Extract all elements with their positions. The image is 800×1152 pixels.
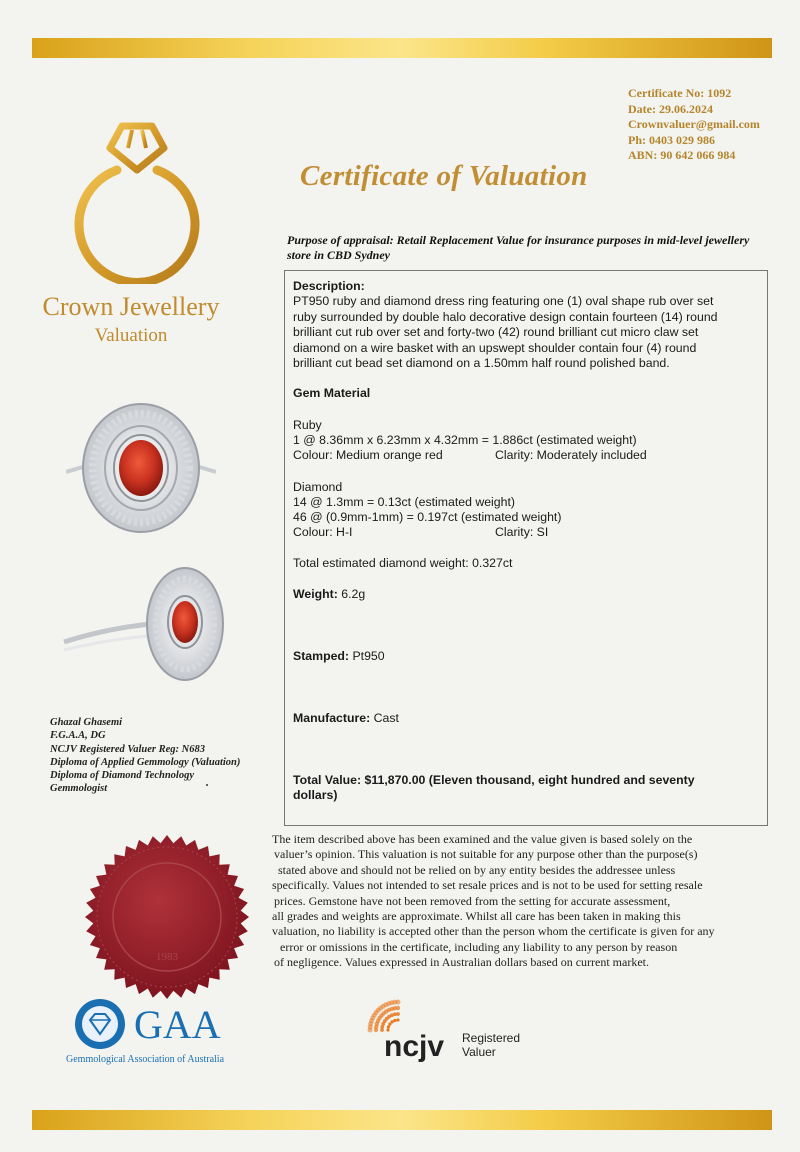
- disclaimer-line: specifically. Values not intended to set resale prices and is not to be used for setting resale: [272, 878, 703, 893]
- description-line: PT950 ruby and diamond dress ring featuring one (1) oval shape rub over set: [293, 294, 714, 308]
- description-heading: Description:: [293, 279, 365, 293]
- manufacture-label: Manufacture:: [293, 711, 371, 725]
- manufacture-row: [293, 711, 399, 727]
- ring-top-view-image: [66, 400, 216, 550]
- certificate-phone: Ph: 0403 029 986: [628, 132, 715, 147]
- ruby-name: Ruby: [293, 418, 322, 432]
- weight-label: Weight:: [293, 587, 338, 601]
- diamond-name: Diamond: [293, 480, 343, 494]
- stamped-row: [293, 649, 385, 665]
- weight-row: [293, 587, 365, 603]
- total-value-line-1: Total Value: $11,870.00 (Eleven thousand, eight hundred and seventy: [293, 773, 695, 787]
- ncjv-emblem-dot: [396, 1006, 400, 1010]
- ring-side-view-image: [60, 564, 230, 694]
- disclaimer-line: error or omissions in the certificate, including any liability to any person by reason: [280, 939, 678, 954]
- description-line: ruby surrounded by double halo decorative design contain fourteen (14) round: [293, 309, 718, 324]
- red-seal-stamp: [82, 832, 252, 1002]
- valuer-details: [50, 716, 240, 796]
- ncjv-logo: [360, 998, 560, 1068]
- gem-material-heading: Gem Material: [293, 386, 371, 400]
- description-line: diamond on a wire basket with an upswept shoulder contain four (4) round: [293, 340, 697, 355]
- page-title: Certificate of Valuation: [300, 160, 588, 192]
- bottom-gold-bar: [32, 1110, 772, 1130]
- disclaimer-line: valuer’s opinion. This valuation is not suitable for any purpose other than the purpose(s): [274, 847, 698, 862]
- total-value-line-2: dollars): [293, 788, 338, 802]
- certificate-number: Certificate No: 1092: [628, 86, 732, 100]
- diamond-clarity: Clarity: SI: [495, 525, 549, 539]
- ncjv-emblem-dot: [396, 1018, 399, 1021]
- certificate-abn: ABN: 90 642 066 984: [628, 148, 736, 162]
- valuer-name: Ghazal Ghasemi: [50, 717, 123, 728]
- disclaimer-line: of negligence. Values expressed in Australian dollars based on current market.: [274, 955, 649, 970]
- brand-name: Crown Jewellery: [42, 292, 220, 321]
- disclaimer: [272, 832, 772, 971]
- ruby-colour: Colour: Medium orange red: [293, 448, 443, 462]
- top-gold-bar: [32, 38, 772, 58]
- disclaimer-line: The item described above has been examined and the value given is based solely on the: [272, 832, 693, 846]
- stamped-label: Stamped:: [293, 649, 350, 663]
- disclaimer-line: prices. Gemstone have not been removed from the setting for accurate assessment,: [274, 893, 671, 908]
- ncjv-emblem-dot: [387, 1025, 390, 1028]
- ruby-clarity: Clarity: Moderately included: [495, 448, 647, 462]
- certificate-email: Crownvaluer@gmail.com: [628, 117, 760, 131]
- description-line: brilliant cut rub over set and forty-two (42) round brilliant cut micro claw set: [293, 325, 699, 339]
- valuer-diploma-gemmology: Diploma of Applied Gemmology (Valuation): [50, 756, 241, 768]
- weight-value: 6.2g: [337, 587, 366, 601]
- ncjv-name: ncjv: [384, 1030, 445, 1063]
- ncjv-emblem-dot: [396, 1012, 400, 1016]
- disclaimer-line: stated above and should not be relied on by any entity besides the addressee unless: [278, 862, 676, 877]
- gaa-full-name: Gemmological Association of Australia: [66, 1054, 225, 1065]
- ncjv-valuer: Valuer: [462, 1045, 496, 1059]
- disclaimer-line: valuation, no liability is accepted other than the person whom the certificate is given for any: [272, 924, 715, 939]
- diamond-colour: Colour: H-I: [293, 525, 353, 539]
- disclaimer-line: all grades and weights are approximate. Whilst all care has been taken in making this: [272, 909, 681, 924]
- valuer-qualification: F.G.A.A, DG: [50, 730, 106, 742]
- description-box: [284, 270, 768, 826]
- brand-subtitle: Valuation: [94, 325, 168, 346]
- certificate-info: [628, 86, 760, 164]
- stamped-value: Pt950: [349, 649, 385, 663]
- gaa-acronym: GAA: [134, 1002, 221, 1047]
- ncjv-emblem-dot: [393, 1019, 396, 1022]
- valuer-diploma-diamond: Diploma of Diamond Technology: [50, 770, 194, 782]
- stray-dot: [206, 784, 208, 786]
- ruby-size: 1 @ 8.36mm x 6.23mm x 4.32mm = 1.886ct (estimated weight): [293, 433, 637, 447]
- crown-ring-logo: [62, 114, 212, 284]
- seal-year: 1983: [156, 951, 178, 963]
- certificate-date: Date: 29.06.2024: [628, 101, 713, 116]
- description-line: brilliant cut bead set diamond on a 1.50mm half round polished band.: [293, 356, 670, 370]
- purpose-of-appraisal: Purpose of appraisal: Retail Replacement Value for insurance purposes in mid-level jewellery store in CBD Sydney: [287, 233, 750, 262]
- gaa-logo: [64, 996, 264, 1066]
- diamond-line-2: 46 @ (0.9mm-1mm) = 0.197ct (estimated weight): [293, 510, 562, 524]
- valuer-title: Gemmologist: [50, 783, 108, 795]
- ncjv-emblem-dot: [391, 1020, 394, 1023]
- seal-body: [85, 835, 249, 999]
- valuer-registration: NCJV Registered Valuer Reg: N683: [50, 743, 205, 755]
- ncjv-registered: Registered: [462, 1031, 521, 1045]
- manufacture-value: Cast: [370, 711, 399, 725]
- diamond-line-1: 14 @ 1.3mm = 0.13ct (estimated weight): [293, 495, 515, 509]
- ncjv-emblem-dot: [396, 1000, 401, 1005]
- total-diamond-weight: Total estimated diamond weight: 0.327ct: [293, 556, 513, 570]
